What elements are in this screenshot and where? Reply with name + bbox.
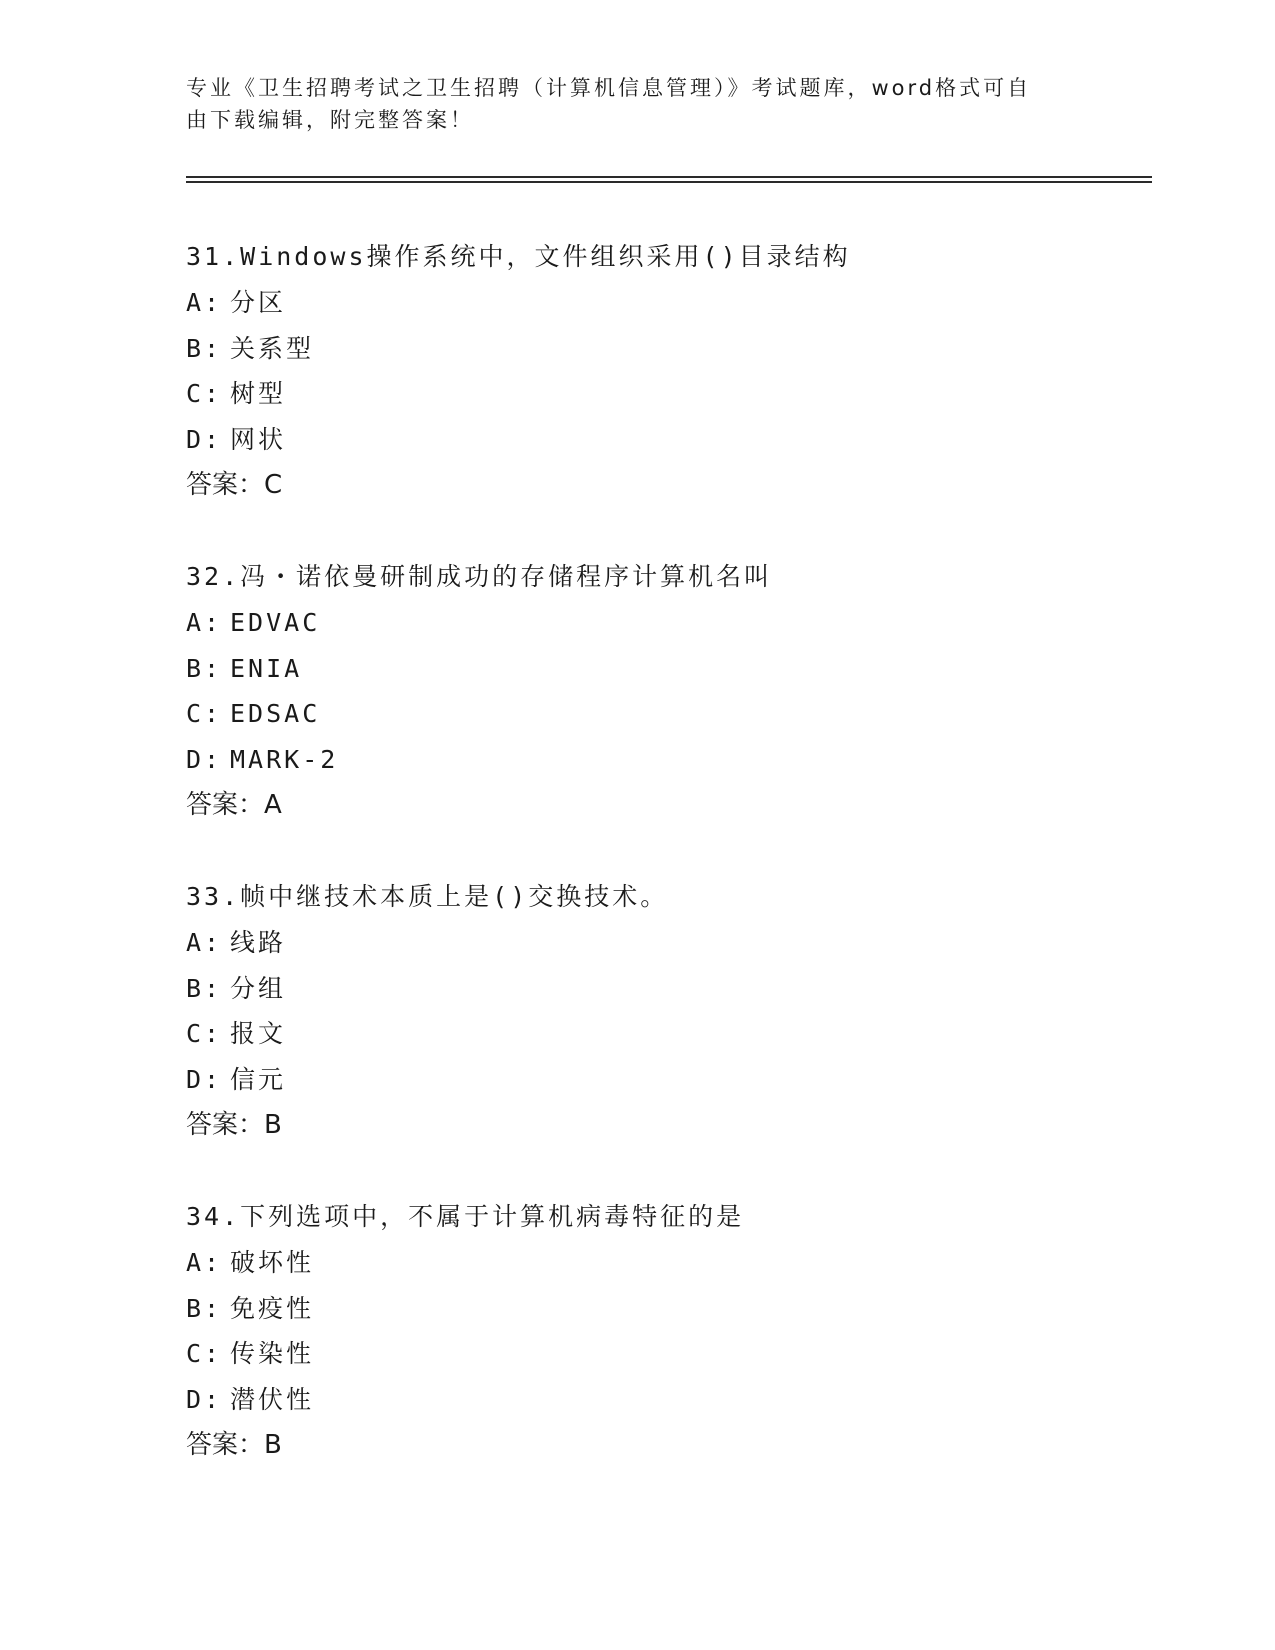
option-text: EDVAC	[230, 608, 321, 637]
option-c	[186, 1011, 1146, 1057]
option-b	[186, 1286, 1146, 1332]
question-32	[186, 554, 1146, 874]
question-31	[186, 234, 1146, 554]
option-letter: A:	[186, 928, 223, 957]
option-text: ENIA	[230, 653, 303, 683]
option-letter: C:	[186, 1019, 223, 1048]
option-d	[186, 1377, 1146, 1423]
option-text: 传染性	[230, 1339, 315, 1368]
option-text: 免疫性	[230, 1293, 315, 1323]
option-letter: A:	[186, 608, 223, 637]
answer-line: 答案：A	[186, 790, 282, 820]
header-divider-top	[186, 176, 1152, 178]
option-text: 分区	[230, 288, 287, 317]
option-letter: C:	[186, 379, 223, 408]
option-text: MARK-2	[230, 744, 339, 774]
option-c	[186, 371, 1146, 417]
option-letter: A:	[186, 1248, 223, 1277]
question-33	[186, 874, 1146, 1194]
document-header	[186, 72, 1066, 136]
option-a	[186, 280, 1146, 326]
option-a	[186, 1240, 1146, 1286]
option-text: 分组	[230, 973, 287, 1003]
option-text: 网状	[230, 424, 287, 454]
answer-line: 答案：C	[186, 470, 283, 500]
option-d	[186, 737, 1146, 783]
option-text: 报文	[230, 1019, 287, 1048]
question-text: 33.帧中继技术本质上是()交换技术。	[186, 882, 669, 911]
option-letter: A:	[186, 288, 223, 317]
option-letter: D:	[186, 1064, 223, 1094]
option-text: 树型	[230, 379, 287, 408]
question-list	[186, 234, 1146, 1514]
option-b	[186, 326, 1146, 372]
header-divider-bottom	[186, 181, 1152, 183]
option-letter: D:	[186, 1384, 223, 1414]
option-a	[186, 920, 1146, 966]
question-text: 34.下列选项中，不属于计算机病毒特征的是	[186, 1202, 745, 1231]
option-c	[186, 1331, 1146, 1377]
option-a	[186, 600, 1146, 646]
option-text: 破坏性	[230, 1248, 315, 1277]
option-letter: C:	[186, 1339, 223, 1368]
question-34	[186, 1194, 1146, 1514]
option-d	[186, 417, 1146, 463]
option-text: 线路	[230, 928, 287, 957]
option-letter: B:	[186, 653, 223, 683]
question-text: 31.Windows操作系统中，文件组织采用()目录结构	[186, 242, 851, 271]
answer-line: 答案：B	[186, 1430, 282, 1460]
header-line-2: 由下载编辑，附完整答案！	[186, 108, 474, 132]
option-letter: B:	[186, 973, 223, 1003]
option-letter: C:	[186, 699, 223, 728]
option-c	[186, 691, 1146, 737]
option-letter: D:	[186, 744, 223, 774]
option-letter: B:	[186, 1293, 223, 1323]
option-b	[186, 966, 1146, 1012]
option-text: EDSAC	[230, 699, 321, 728]
question-text: 32.冯・诺依曼研制成功的存储程序计算机名叫	[186, 562, 773, 591]
header-line-1: 专业《卫生招聘考试之卫生招聘（计算机信息管理）》考试题库，word格式可自	[186, 76, 1032, 100]
answer-line: 答案：B	[186, 1110, 282, 1140]
option-text: 信元	[230, 1064, 287, 1094]
option-d	[186, 1057, 1146, 1103]
option-text: 关系型	[230, 333, 315, 363]
option-text: 潜伏性	[230, 1384, 315, 1414]
option-b	[186, 646, 1146, 692]
option-letter: B:	[186, 333, 223, 363]
option-letter: D:	[186, 424, 223, 454]
